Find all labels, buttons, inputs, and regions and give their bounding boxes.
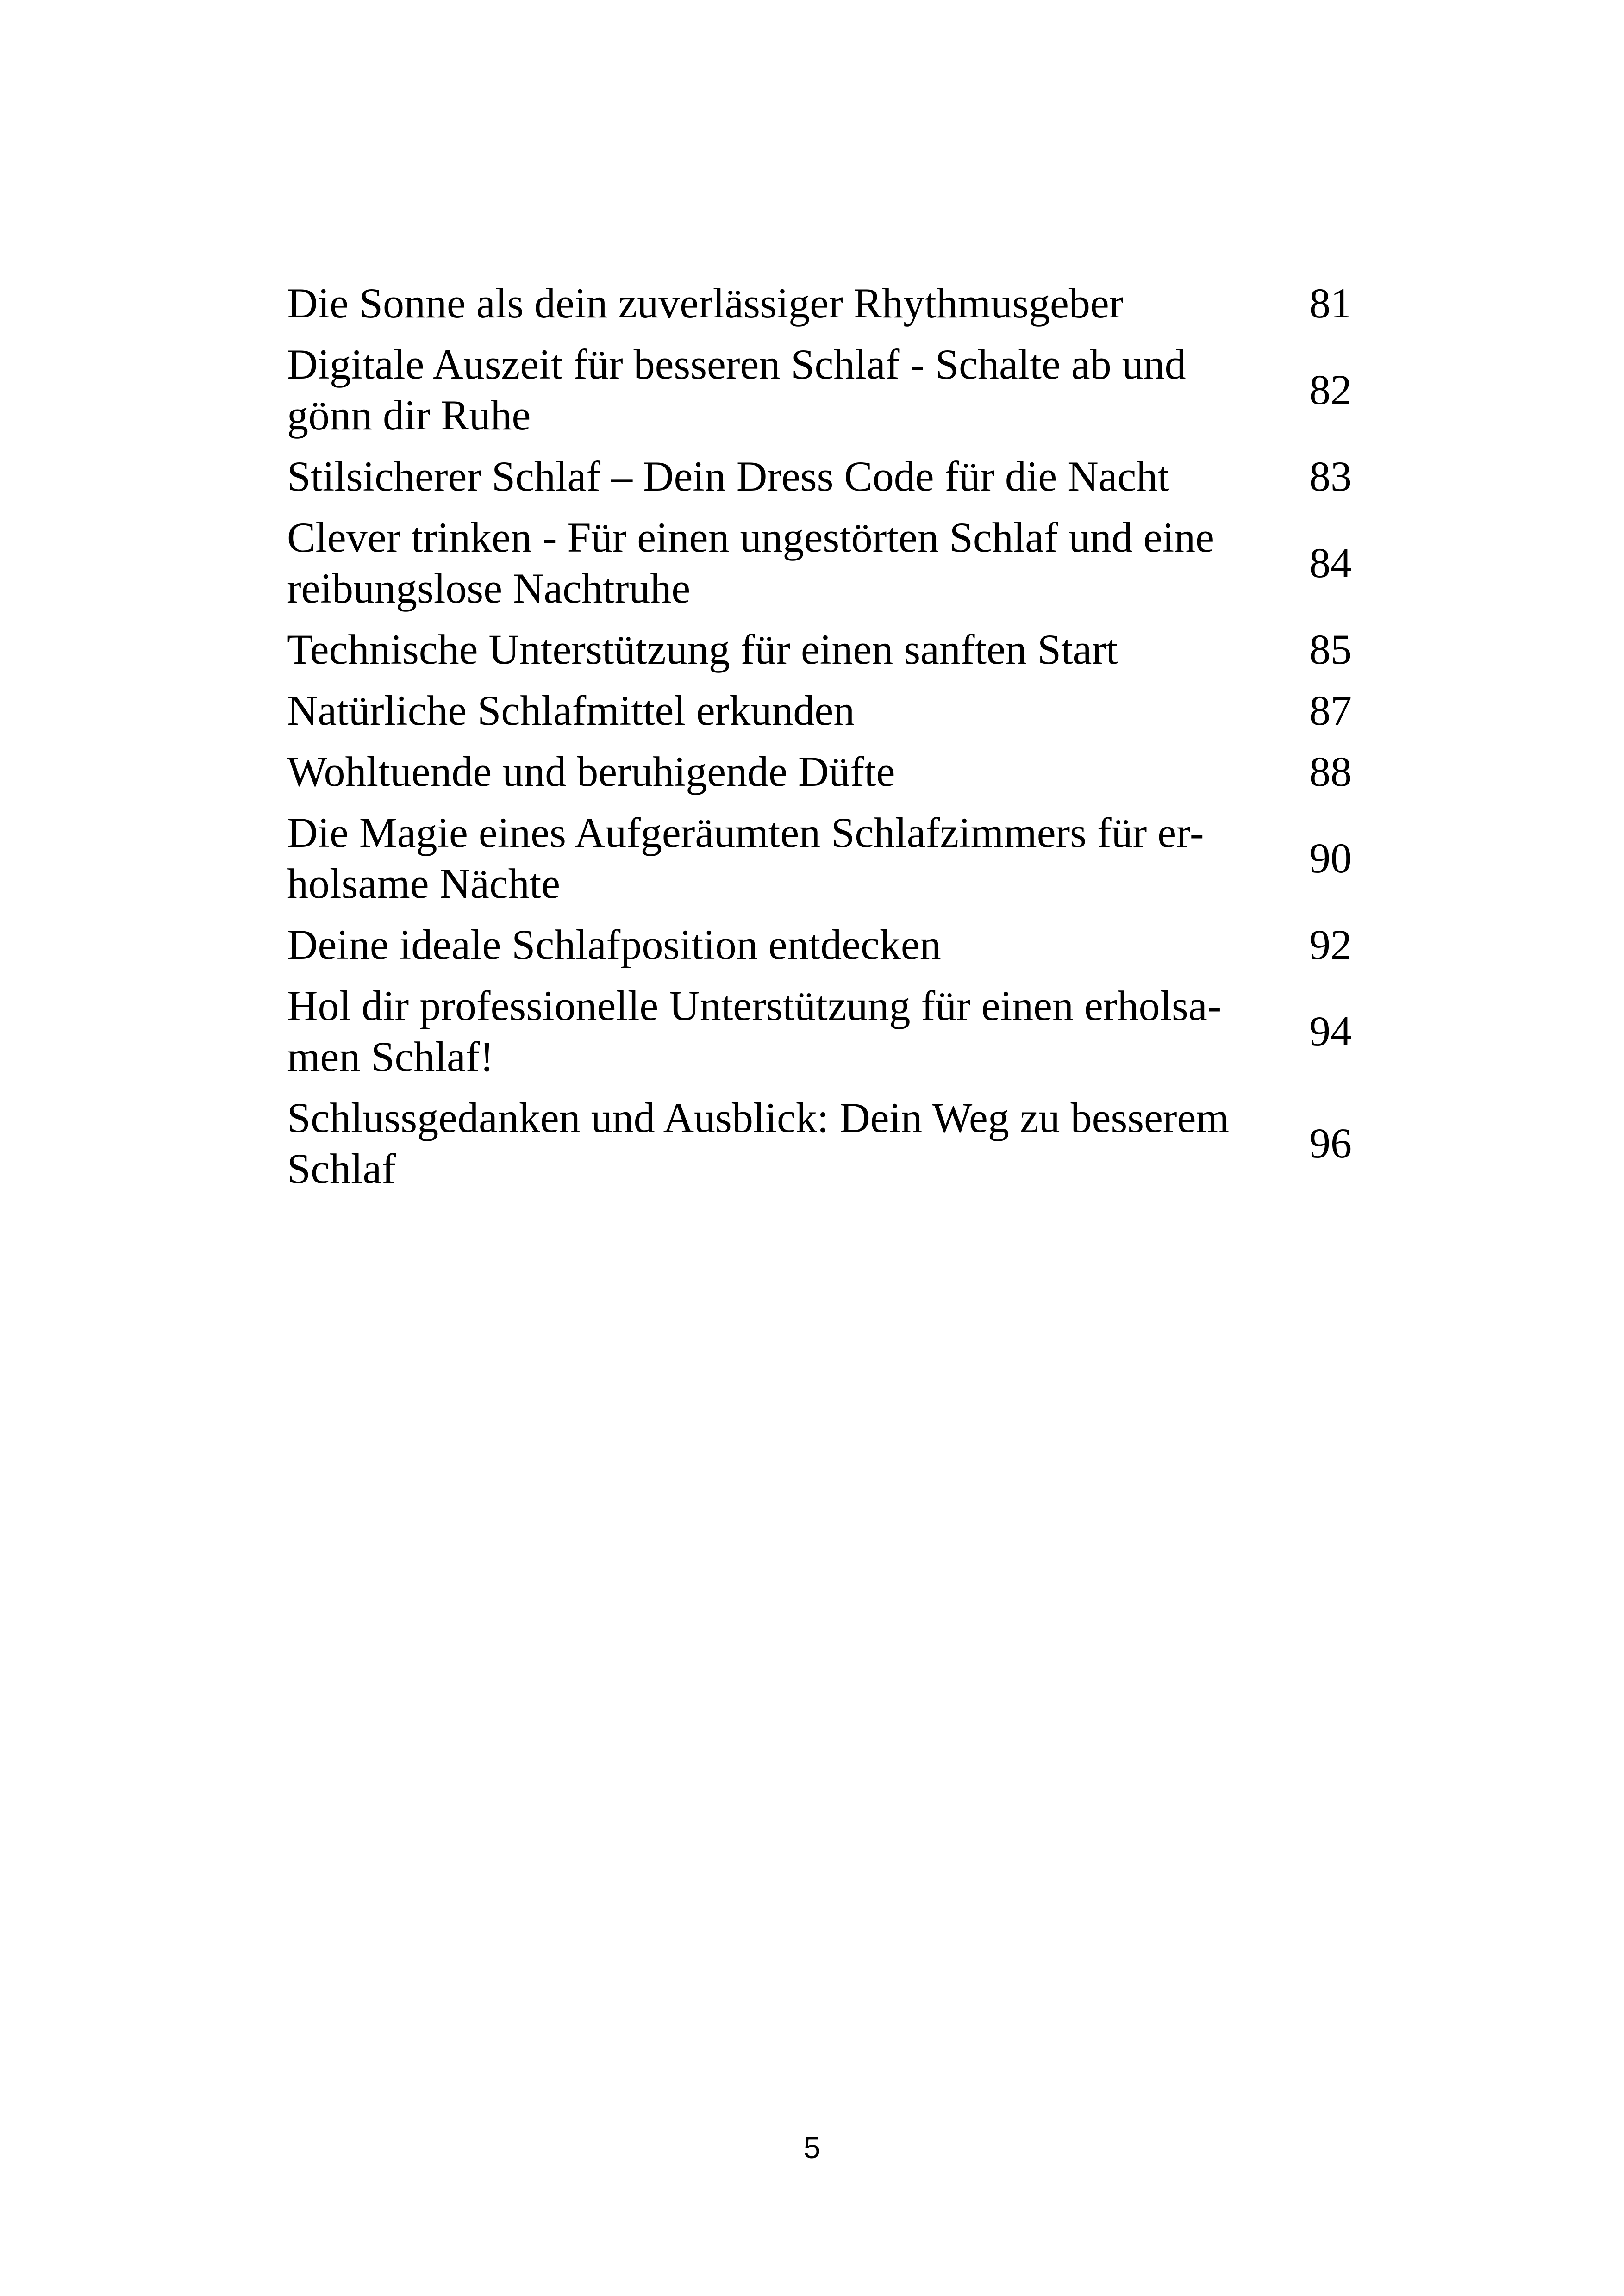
toc-entry-page: 90 [1309, 834, 1352, 882]
toc-entry-title: Die Sonne als dein zuverlässiger Rhythmusgeber [287, 280, 1124, 327]
toc-entry-page: 83 [1309, 453, 1352, 500]
toc-entry-page: 92 [1309, 921, 1352, 968]
toc-entry-title: Stilsicherer Schlaf – Dein Dress Code für die Nacht [287, 453, 1169, 500]
toc-entry-title: Natürliche Schlafmittel erkunden [287, 687, 855, 734]
toc-entry[interactable] [287, 807, 1352, 909]
toc-entry-page: 82 [1309, 366, 1352, 413]
toc-entry[interactable] [287, 624, 1352, 675]
toc-entry-title: Technische Unterstützung für einen sanften Start [287, 626, 1118, 673]
toc-entry-page: 84 [1309, 539, 1352, 586]
toc-entry-page: 81 [1309, 280, 1352, 327]
toc-entry-title: Deine ideale Schlafposition entdecken [287, 921, 941, 968]
toc-entry-title: Die Magie eines Aufgeräumten Schlafzimmers für er- holsame Nächte [287, 809, 1204, 907]
toc-entry-page: 87 [1309, 687, 1352, 734]
toc-entry[interactable] [287, 919, 1352, 970]
toc-entry[interactable] [287, 1092, 1352, 1194]
toc-entry[interactable] [287, 339, 1352, 441]
toc-entry-page: 85 [1309, 626, 1352, 673]
toc-entry[interactable] [287, 685, 1352, 736]
toc-entry-title: Wohltuende und beruhigende Düfte [287, 748, 895, 795]
page-number: 5 [803, 2130, 821, 2165]
toc-entry[interactable] [287, 512, 1352, 614]
toc-entry-title: Hol dir professionelle Unterstützung für einen erholsa- men Schlaf! [287, 982, 1222, 1080]
toc-entry-page: 88 [1309, 748, 1352, 795]
toc-entry-page: 94 [1309, 1008, 1352, 1055]
toc-entry-title: Digitale Auszeit für besseren Schlaf - Schalte ab und gönn dir Ruhe [287, 341, 1186, 439]
toc-entry-page: 96 [1309, 1120, 1352, 1167]
table-of-contents [287, 278, 1352, 1204]
toc-entry[interactable] [287, 451, 1352, 502]
toc-entry-title: Schlussgedanken und Ausblick: Dein Weg zu besserem Schlaf [287, 1094, 1229, 1192]
toc-entry[interactable] [287, 746, 1352, 797]
toc-entry-title: Clever trinken - Für einen ungestörten Schlaf und eine reibungslose Nachtruhe [287, 514, 1214, 612]
toc-entry[interactable] [287, 980, 1352, 1082]
toc-entry[interactable] [287, 278, 1352, 329]
